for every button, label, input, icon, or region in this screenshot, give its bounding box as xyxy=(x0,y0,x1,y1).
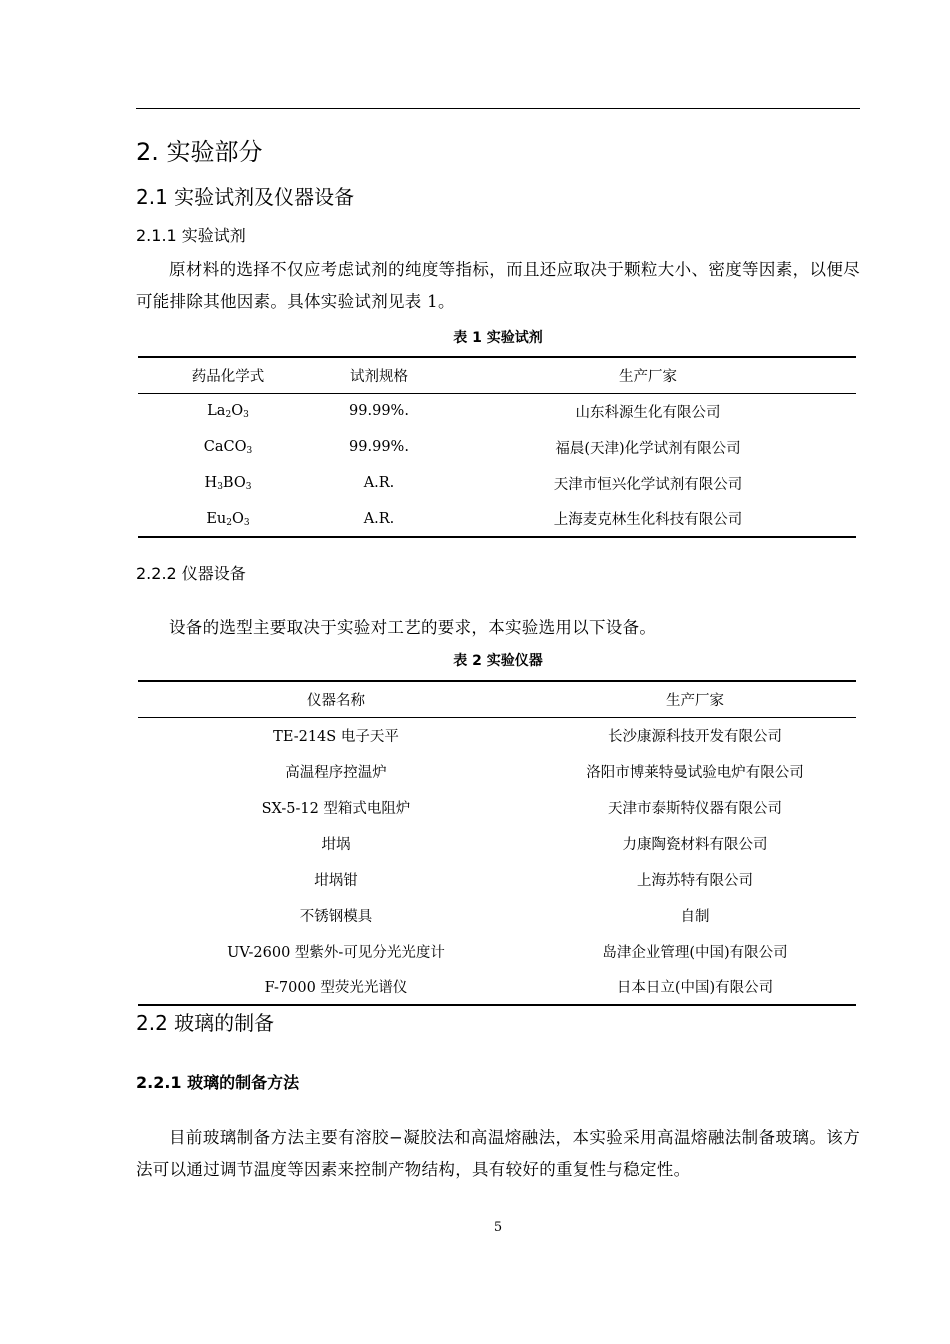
column-header-maker: 生产厂家 xyxy=(440,357,856,393)
subsection-title-2-1: 2.1 实验试剂及仪器设备 xyxy=(136,185,355,209)
table-row xyxy=(138,717,856,753)
equipment-table xyxy=(138,680,856,1006)
maker-cell: 自制 xyxy=(680,908,710,925)
table-row xyxy=(138,465,856,501)
table2-caption: 表 2 实验仪器 xyxy=(453,653,543,669)
reagents-table xyxy=(138,356,856,538)
instrument-cell: 不锈钢模具 xyxy=(299,908,373,925)
column-header-instrument: 仪器名称 xyxy=(138,681,534,717)
spec-cell: A.R. xyxy=(318,501,440,537)
instrument-cell: 坩埚 xyxy=(321,836,351,853)
header-rule xyxy=(136,108,860,109)
method-paragraph: 目前玻璃制备方法主要有溶胶−凝胶法和高温熔融法，本实验采用高温熔融法制备玻璃。该方法可以通过调节温度等因素来控制产物结构，具有较好的重复性与稳定性。 xyxy=(136,1128,860,1179)
column-header-spec: 试剂规格 xyxy=(318,357,440,393)
spec-cell: A.R. xyxy=(363,475,395,491)
maker-cell: 天津市泰斯特仪器有限公司 xyxy=(608,800,782,817)
instrument-cell: 高温程序控温炉 xyxy=(285,764,387,781)
maker-cell: 福晨(天津)化学试剂有限公司 xyxy=(555,440,741,457)
table-row xyxy=(138,969,856,1005)
subsection-title-2-2: 2.2 玻璃的制备 xyxy=(136,1011,275,1035)
spec-cell: 99.99%. xyxy=(349,439,409,455)
maker-cell: 上海麦克林生化科技有限公司 xyxy=(440,501,856,537)
table-row xyxy=(138,429,856,465)
table-header-row xyxy=(138,681,856,717)
instrument-cell: 坩埚钳 xyxy=(314,872,358,889)
table-header-row xyxy=(138,357,856,393)
table-row xyxy=(138,933,856,969)
table1-caption: 表 1 实验试剂 xyxy=(453,330,543,346)
heading-equipment: 2.2.2 仪器设备 xyxy=(136,564,246,583)
equipment-paragraph: 设备的选型主要取决于实验对工艺的要求，本实验选用以下设备。 xyxy=(169,618,657,637)
formula-cell: CaCO$_3$ xyxy=(203,439,253,456)
formula-cell: $Eu_2O_3$ xyxy=(138,501,318,537)
section-title: 2. 实验部分 xyxy=(136,138,263,166)
table-row xyxy=(138,825,856,861)
column-header-maker: 生产厂家 xyxy=(534,681,856,717)
table-row xyxy=(138,753,856,789)
instrument-cell: SX-5-12 型箱式电阻炉 xyxy=(261,800,411,817)
maker-cell: 长沙康源科技开发有限公司 xyxy=(608,728,782,745)
instrument-cell: TE-214S 电子天平 xyxy=(273,728,399,745)
spec-cell: 99.99%. xyxy=(349,403,409,420)
instrument-cell: UV-2600 型紫外-可见分光光度计 xyxy=(227,944,445,961)
maker-cell: 洛阳市博莱特曼试验电炉有限公司 xyxy=(586,764,804,781)
heading-reagents: 2.1.1 实验试剂 xyxy=(136,226,246,245)
maker-cell: 日本日立(中国)有限公司 xyxy=(534,969,856,1005)
instrument-cell: F-7000 型荧光光谱仪 xyxy=(138,969,534,1005)
reagents-paragraph: 原材料的选择不仅应考虑试剂的纯度等指标，而且还应取决于颗粒大小、密度等因素，以便尽可能排除其他因素。具体实验试剂见表 1。 xyxy=(136,260,860,311)
table-row xyxy=(138,393,856,429)
formula-cell: $H_3BO_3$ xyxy=(204,475,252,492)
heading-method: 2.2.1 玻璃的制备方法 xyxy=(136,1073,300,1092)
maker-cell: 上海苏特有限公司 xyxy=(637,872,753,889)
table-row xyxy=(138,897,856,933)
column-header-formula: 药品化学式 xyxy=(138,357,318,393)
maker-cell: 天津市恒兴化学试剂有限公司 xyxy=(553,476,743,493)
formula-cell: $La_2O_3$ xyxy=(207,403,249,421)
page-number: 5 xyxy=(493,1220,503,1235)
table-row xyxy=(138,501,856,537)
maker-cell: 山东科源生化有限公司 xyxy=(575,404,721,421)
table-row xyxy=(138,861,856,897)
maker-cell: 力康陶瓷材料有限公司 xyxy=(622,836,768,853)
maker-cell: 岛津企业管理(中国)有限公司 xyxy=(602,944,788,961)
table-row xyxy=(138,789,856,825)
